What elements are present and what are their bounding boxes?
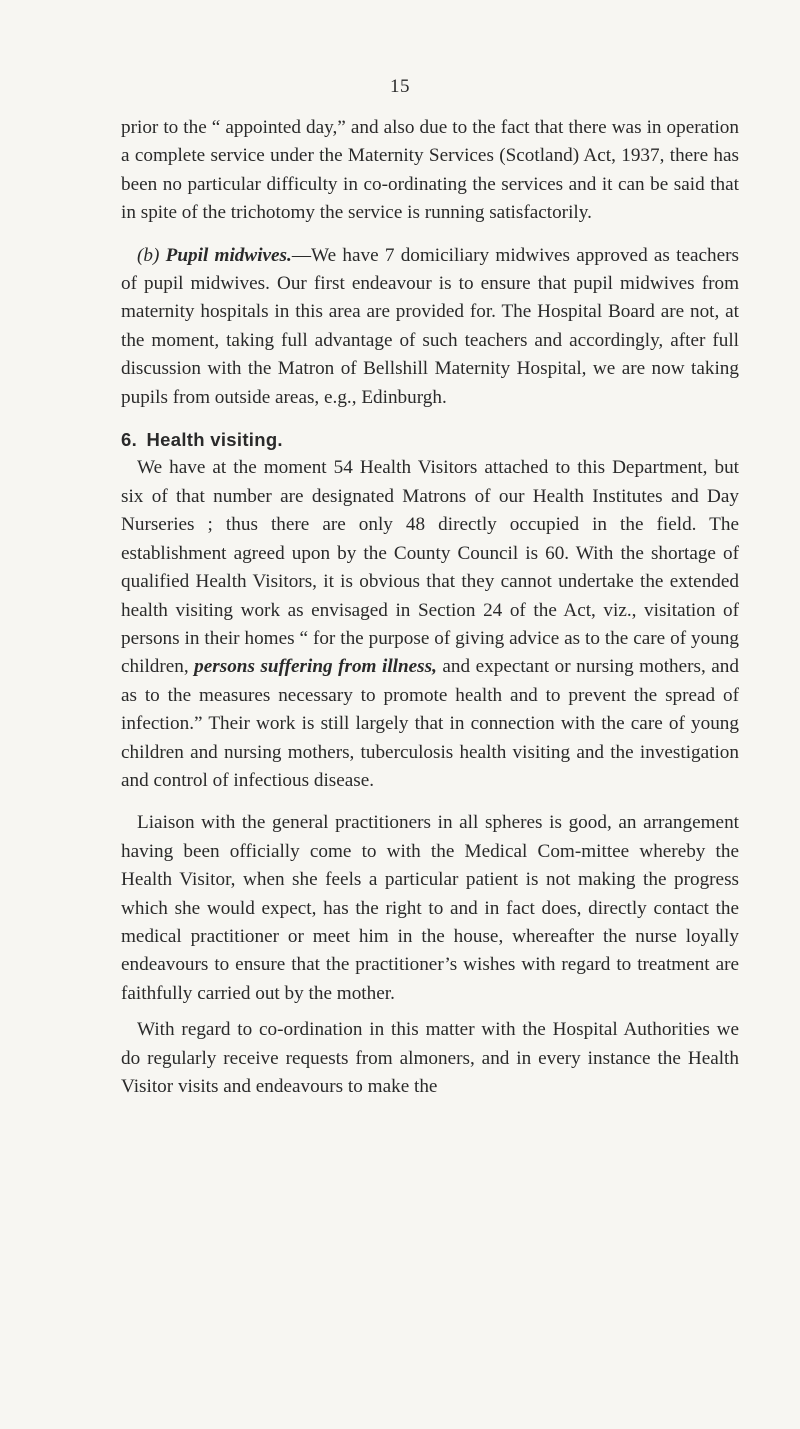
section-number: 6. (121, 429, 138, 451)
document-body (121, 114, 739, 1115)
subsection-label: (b) (137, 244, 160, 266)
subsection-title: Pupil midwives. (165, 244, 292, 266)
section-heading (121, 426, 739, 454)
emphasis-text: persons suffering from illness, (194, 656, 437, 678)
paragraph-continuation: prior to the “ appointed day,” and also due to the fact that there was in operation a complete service under the Maternity Services (Scotland) Act, 1937, there has been no particular difficulty in co-ordinating the services and it can be said that in spite of the trichotomy the service is running satisfactorily. (121, 117, 739, 224)
page-number: 15 (390, 76, 410, 97)
paragraph-health-visitors (121, 454, 739, 795)
section-title: Health visiting. (146, 429, 283, 451)
paragraph-text: and expectant or nursing mothers, and as to the measures necessary to promote health and to prevent the spread of infection.” Their work is still largely that in connection with the care of young children and nursing mothers, tuberculosis health visiting and the investigation and control of infectious disease. (121, 656, 739, 791)
paragraph-text: —We have 7 domiciliary midwives approved as teachers of pupil midwives. Our first endeavour is to ensure that pupil midwives from maternity hospitals in this area are provided for. The Hospital Board are not, at the moment, taking full advantage of such teachers and accordingly, after full discussion with the Matron of Bellshill Maternity Hospital, we are now taking pupils from outside areas, e.g., Edinburgh. (121, 244, 740, 408)
paragraph-liaison: Liaison with the general practitioners in all spheres is good, an arrangement having been officially come to with the Medical Com-mittee whereby the Health Visitor, when she feels a particular patient is not making the progress which she would expect, has the right to and in fact does, directly contact the medical practitioner or meet him in the house, whereafter the nurse loyally endeavours to ensure that the practitioner’s wishes with regard to treatment are faithfully carried out by the mother. (121, 812, 739, 1004)
paragraph-text: We have at the moment 54 Health Visitors attached to this Department, but six of that number are designated Matrons of our Health Institutes and Day Nurseries ; thus there are only 48 directly occupied in the field. The establishment agreed upon by the County Council is 60. With the shortage of qualified Health Visitors, it is obvious that they cannot undertake the extended health visiting work as envisaged in Section 24 of the Act, viz., visitation of persons in their homes “ for the purpose of giving advice as to the care of young children, (121, 457, 739, 678)
paragraph-coordination: With regard to co-ordination in this matter with the Hospital Authorities we do regularly receive requests from almoners, and in every instance the Health Visitor visits and endeavours to make the (121, 1019, 739, 1097)
paragraph-pupil-midwives (121, 242, 739, 412)
